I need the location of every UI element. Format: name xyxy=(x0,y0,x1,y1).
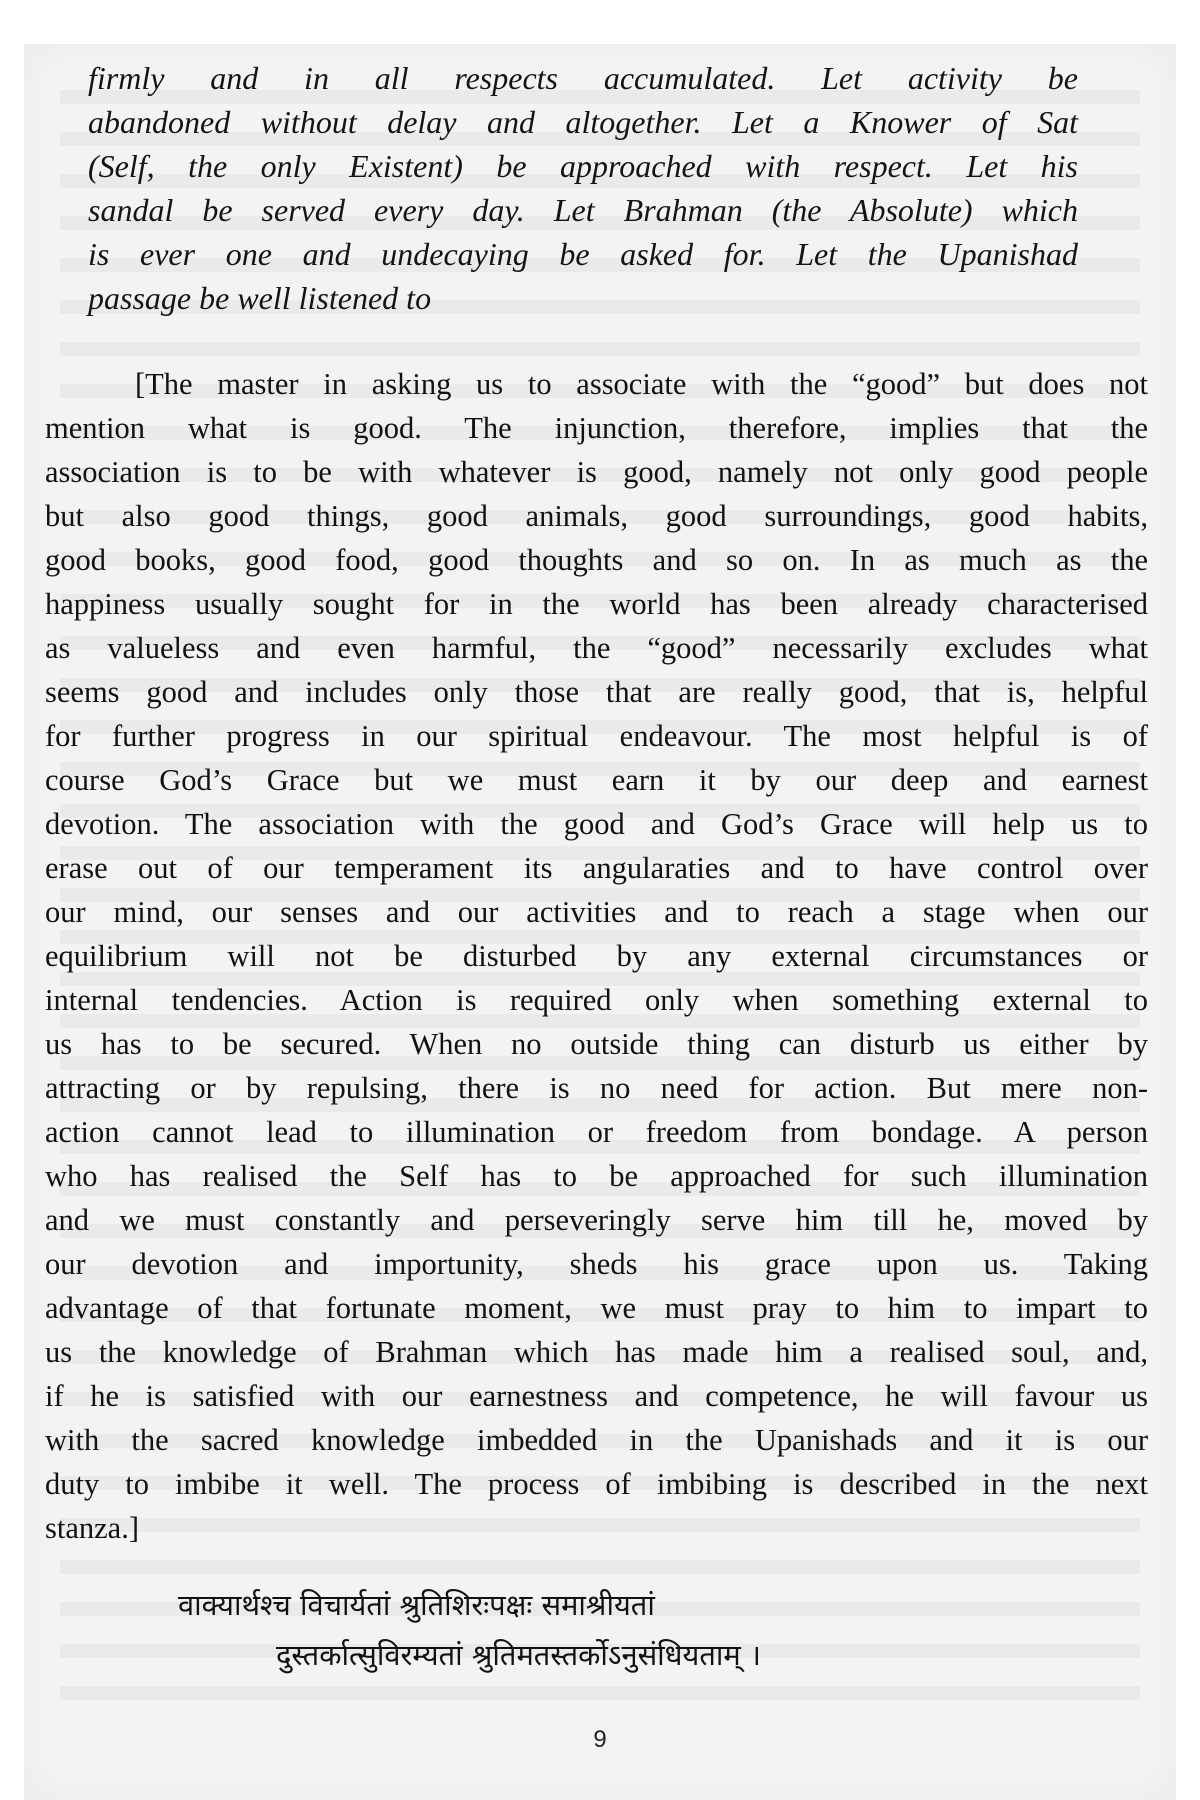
commentary-line: stanza.] xyxy=(45,1511,139,1545)
commentary-line: devotion. The association with the good and God’s Grace will help us to xyxy=(45,807,1148,841)
commentary-line: if he is satisfied with our earnestness and competence, he will favour us xyxy=(45,1379,1148,1413)
verse-translation xyxy=(88,56,1078,320)
sanskrit-verse xyxy=(0,1580,1200,1680)
commentary-line: erase out of our temperament its angularaties and to have control over xyxy=(45,851,1148,885)
commentary-line: happiness usually sought for in the world has been already characterised xyxy=(45,587,1148,621)
commentary-line: advantage of that fortunate moment, we must pray to him to impart to xyxy=(45,1291,1148,1325)
commentary-line: course God’s Grace but we must earn it by our deep and earnest xyxy=(45,763,1148,797)
commentary-line: mention what is good. The injunction, therefore, implies that the xyxy=(45,411,1148,445)
commentary-line: and we must constantly and perseveringly serve him till he, moved by xyxy=(45,1203,1148,1237)
commentary-line: who has realised the Self has to be approached for such illumination xyxy=(45,1159,1148,1193)
commentary-line: but also good things, good animals, good surroundings, good habits, xyxy=(45,499,1148,533)
commentary-line: association is to be with whatever is good, namely not only good people xyxy=(45,455,1148,489)
commentary-line: attracting or by repulsing, there is no need for action. But mere non- xyxy=(45,1071,1148,1105)
sanskrit-line: दुस्तर्कात्सुविरम्यतां श्रुतिमतस्तर्कोऽनुसंधियताम् । xyxy=(276,1638,761,1672)
commentary-line: with the sacred knowledge imbedded in the Upanishads and it is our xyxy=(45,1423,1148,1457)
commentary-line: us the knowledge of Brahman which has made him a realised soul, and, xyxy=(45,1335,1148,1369)
verse-line: abandoned without delay and altogether. Let a Knower of Sat xyxy=(88,104,1078,140)
commentary-line: action cannot lead to illumination or freedom from bondage. A person xyxy=(45,1115,1148,1149)
commentary-paragraph xyxy=(45,362,1148,1550)
commentary-line: us has to be secured. When no outside thing can disturb us either by xyxy=(45,1027,1148,1061)
sanskrit-line: वाक्यार्थश्च विचार्यतां श्रुतिशिरःपक्षः समाश्रीयतां xyxy=(178,1588,655,1622)
commentary-line: our devotion and importunity, sheds his grace upon us. Taking xyxy=(45,1247,1148,1281)
page-number: 9 xyxy=(593,1726,607,1753)
verse-line: sandal be served every day. Let Brahman (the Absolute) which xyxy=(88,192,1078,228)
commentary-line: as valueless and even harmful, the “good” necessarily excludes what xyxy=(45,631,1148,665)
commentary-line: duty to imbibe it well. The process of imbibing is described in the next xyxy=(45,1467,1148,1501)
verse-line: (Self, the only Existent) be approached with respect. Let his xyxy=(88,148,1078,184)
commentary-line: internal tendencies. Action is required only when something external to xyxy=(45,983,1148,1017)
verse-line: is ever one and undecaying be asked for. Let the Upanishad xyxy=(88,236,1078,272)
commentary-line: [The master in asking us to associate with the “good” but does not xyxy=(135,367,1148,401)
verse-line: firmly and in all respects accumulated. Let activity be xyxy=(88,60,1078,96)
commentary-line: good books, good food, good thoughts and so on. In as much as the xyxy=(45,543,1148,577)
commentary-line: our mind, our senses and our activities and to reach a stage when our xyxy=(45,895,1148,929)
commentary-line: seems good and includes only those that are really good, that is, helpful xyxy=(45,675,1148,709)
commentary-line: equilibrium will not be disturbed by any external circumstances or xyxy=(45,939,1148,973)
verse-line: passage be well listened to xyxy=(88,280,432,316)
commentary-line: for further progress in our spiritual endeavour. The most helpful is of xyxy=(45,719,1148,753)
